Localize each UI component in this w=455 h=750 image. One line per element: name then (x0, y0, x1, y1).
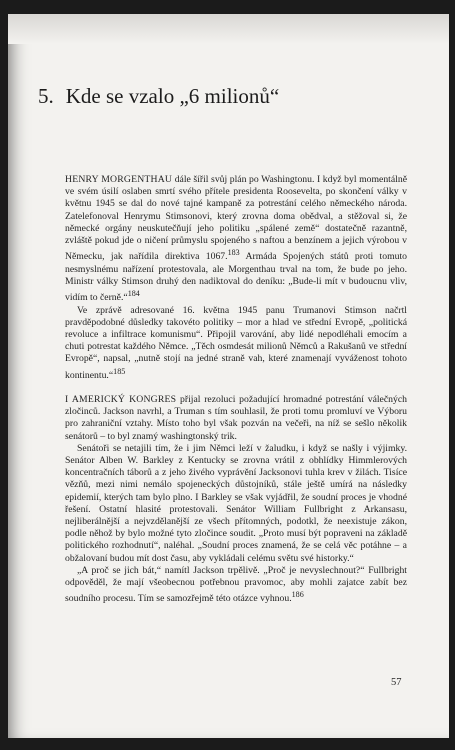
paragraph-1 (65, 174, 407, 305)
paragraph-text: Senátoři se netajili tím, že i jim Němci leží v žaludku, i když se našly i výjimky. Senátor Alben W. Barkley z Kentucky se zrovna vrátil z obhlídky Himmlerových koncentračních táborů a z jeho živého vyprávění Jacksonovi tuhla krev v žilách. Tisíce vězňů, mezi nimi nemálo spojeneckých důstojníků, stále ještě umírá na následky epidemií, kterých tam bylo plno. I Barkley se však vyjádřil, že soudní proces je vhodné řešení. Ostatní hlasité protestovali. Senátor William Fullbright z Arkansasu, nejliberálnější a nejvzdělanější ze všech přítomných, podotkl, že neexistuje zákon, podle něhož by bylo možné tyto zločince soudit. „Proto musí být popraveni na základě politického rozhodnutí“, naléhal. „Soudní proces znamená, že se celá věc potáhne – a obžalovaní budou mít dost času, aby vykládali celému světu své historky.“ (65, 442, 407, 564)
paragraph-2 (65, 305, 407, 382)
book-page (8, 14, 449, 738)
paragraph-text: dále šířil svůj plán po Washingtonu. I když byl momentálně ve svém úsilí oslaben smrtí svého přítele presidenta Roosevelta, po skončení války v květnu 1945 se dal do nové tajné kampaně za potrestání celého německého národa. Zatelefonoval Henrymu Stimsonovi, který zrovna doma obědval, a stěžoval si, že německé orgány neuskutečňují jeho politiku „spálené země“ dostatečně razantně, zvláště pokud jde o ničení průmyslu spojeného s naftou a benzínem a jejich výrobou v Německu, jak nařídila direktiva 1067. (65, 174, 408, 263)
paragraph-text-cont: Armáda Spojených států proti tomuto nesmyslnému nařízení protestovala, ale Morgenthau trval na tom, že bude po jeho. Ministr války Stimson druhý den nadiktoval do deníku: „Bude-li mít v budoucnu vliv, vidím to černě.“ (65, 251, 407, 304)
footnote-ref[interactable]: 185 (113, 366, 126, 376)
paragraph-lead: I AMERICKÝ KONGRES (65, 393, 177, 405)
chapter-body (65, 174, 407, 606)
paragraph-lead: HENRY MORGENTHAU (65, 174, 173, 185)
paragraph-4 (65, 443, 407, 565)
chapter-title: Kde se vzalo „6 milionů“ (65, 84, 280, 108)
paragraph-text: Ve zprávě adresované 16. května 1945 panu Trumanovi Stimson načrtl pravděpodobné důsledky takovéto politiky – mor a hlad ve střední Evropě, „politická revoluce a infiltrace komunismu“. Připojil varování, aby lidé nepodléhali emocím a chuti potrestat každého Němce. „Těch osmdesát milionů Němců a Rakušanů ve střední Evropě“, napsal, „nutně stojí na jedné straně vah, které znamenají vyváženost tohoto kontinentu.“ (65, 304, 407, 381)
page-number: 57 (391, 677, 402, 688)
chapter-number: 5. (38, 84, 54, 108)
paragraph-text: přijal rezoluci požadující hromadné potrestání válečných zločinců. Jackson navrhl, a Truman s tím souhlasil, že proti tomu promluví ve Výboru pro zahraniční vztahy. Místo toho byl však pozván na večeři, na níž se sešlo několik senátorů – to byl znamý washingtonský trik. (65, 393, 407, 442)
chapter-heading (38, 84, 279, 109)
paragraph-3 (65, 394, 407, 443)
paragraph-text: „A proč se jich bát,“ namítl Jackson trpělivě. „Proč je nevyslechnout?“ Fullbright odpověděl, že mají všeobecnou potřebnou pravomoc, aby mohli zajatce zabít bez soudního procesu. Tím se samozřejmě této otázce vyhnou. (65, 564, 407, 605)
footnote-ref[interactable]: 184 (127, 289, 140, 299)
footnote-ref[interactable]: 186 (291, 590, 304, 600)
footnote-ref[interactable]: 183 (227, 248, 240, 258)
paragraph-5 (65, 565, 407, 606)
page-top-shadow (8, 14, 449, 44)
